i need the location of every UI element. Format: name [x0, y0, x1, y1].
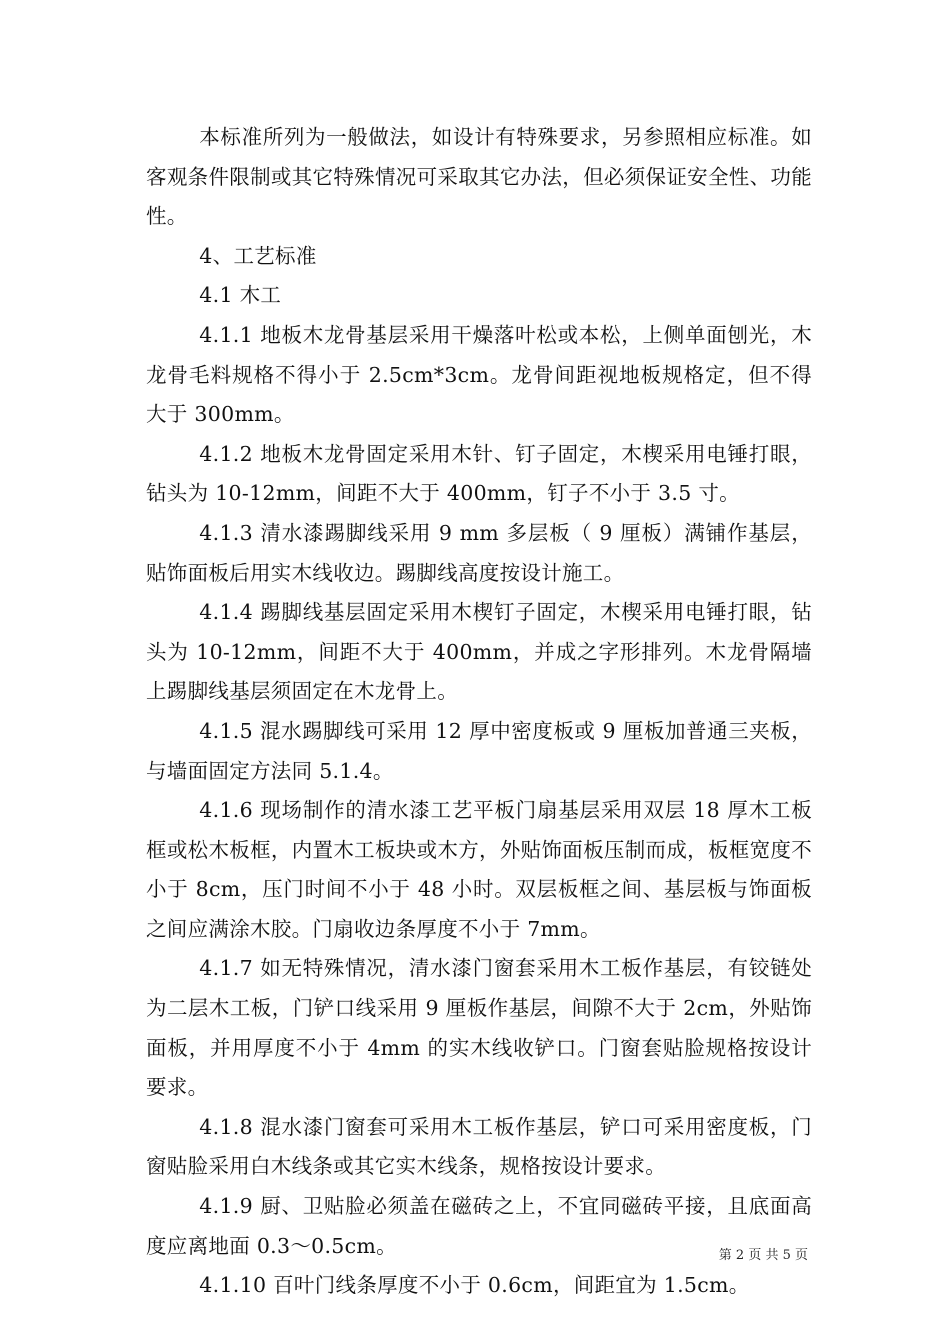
- paragraph: 4.1.5 混水踢脚线可采用 12 厚中密度板或 9 厘板加普通三夹板，与墙面固定方法同 5.1.4。: [146, 718, 812, 783]
- document-body: [146, 118, 812, 1306]
- subsection-heading: 4.1 木工: [199, 283, 282, 308]
- paragraph: 4.1.6 现场制作的清水漆工艺平板门扇基层采用双层 18 厚木工板框或松木板框，内置木工板块或木方，外贴饰面板压制而成，板框宽度不小于 8cm，压门时间不小于 48 小时。双层板框之间、基层板与饰面板之间应满涂木胶。门扇收边条厚度不小于 7mm。: [146, 798, 812, 941]
- paragraph: 4.1.1 地板木龙骨基层采用干燥落叶松或本松，上侧单面刨光，木龙骨毛料规格不得小于 2.5cm*3cm。龙骨间距视地板规格定，但不得大于 300mm。: [146, 322, 812, 427]
- paragraph: 4.1.2 地板木龙骨固定采用木针、钉子固定，木楔采用电锤打眼，钻头为 10-12mm，间距不大于 400mm，钉子不小于 3.5 寸。: [146, 441, 812, 506]
- paragraph: 4.1.9 厨、卫贴脸必须盖在磁砖之上，不宜同磁砖平接，且底面高度应离地面 0.3～0.5cm。: [146, 1194, 812, 1258]
- paragraph: 4.1.7 如无特殊情况，清水漆门窗套采用木工板作基层，有铰链处为二层木工板，门铲口线采用 9 厘板作基层，间隙不大于 2cm，外贴饰面板，并用厚度不小于 4mm 的实木线收铲口。门窗套贴脸规格按设计要求。: [146, 956, 812, 1100]
- paragraph: 4.1.10 百叶门线条厚度不小于 0.6cm，间距宜为 1.5cm。: [199, 1273, 750, 1298]
- paragraph: 4.1.3 清水漆踢脚线采用 9 mm 多层板（ 9 厘板）满铺作基层，贴饰面板后用实木线收边。踢脚线高度按设计施工。: [146, 520, 812, 585]
- section-heading: 4、工艺标准: [199, 243, 317, 268]
- paragraph: 本标准所列为一般做法，如设计有特殊要求，另参照相应标准。如客观条件限制或其它特殊情况可采取其它办法，但必须保证安全性、功能性。: [146, 125, 812, 229]
- page-number: 第 2 页 共 5 页: [718, 1248, 808, 1263]
- paragraph: 4.1.8 混水漆门窗套可采用木工板作基层，铲口可采用密度板，门窗贴脸采用白木线条或其它实木线条，规格按设计要求。: [146, 1114, 812, 1179]
- paragraph: 4.1.4 踢脚线基层固定采用木楔钉子固定，木楔采用电锤打眼，钻头为 10-12mm，间距不大于 400mm，并成之字形排列。木龙骨隔墙上踢脚线基层须固定在木龙骨上。: [146, 600, 812, 704]
